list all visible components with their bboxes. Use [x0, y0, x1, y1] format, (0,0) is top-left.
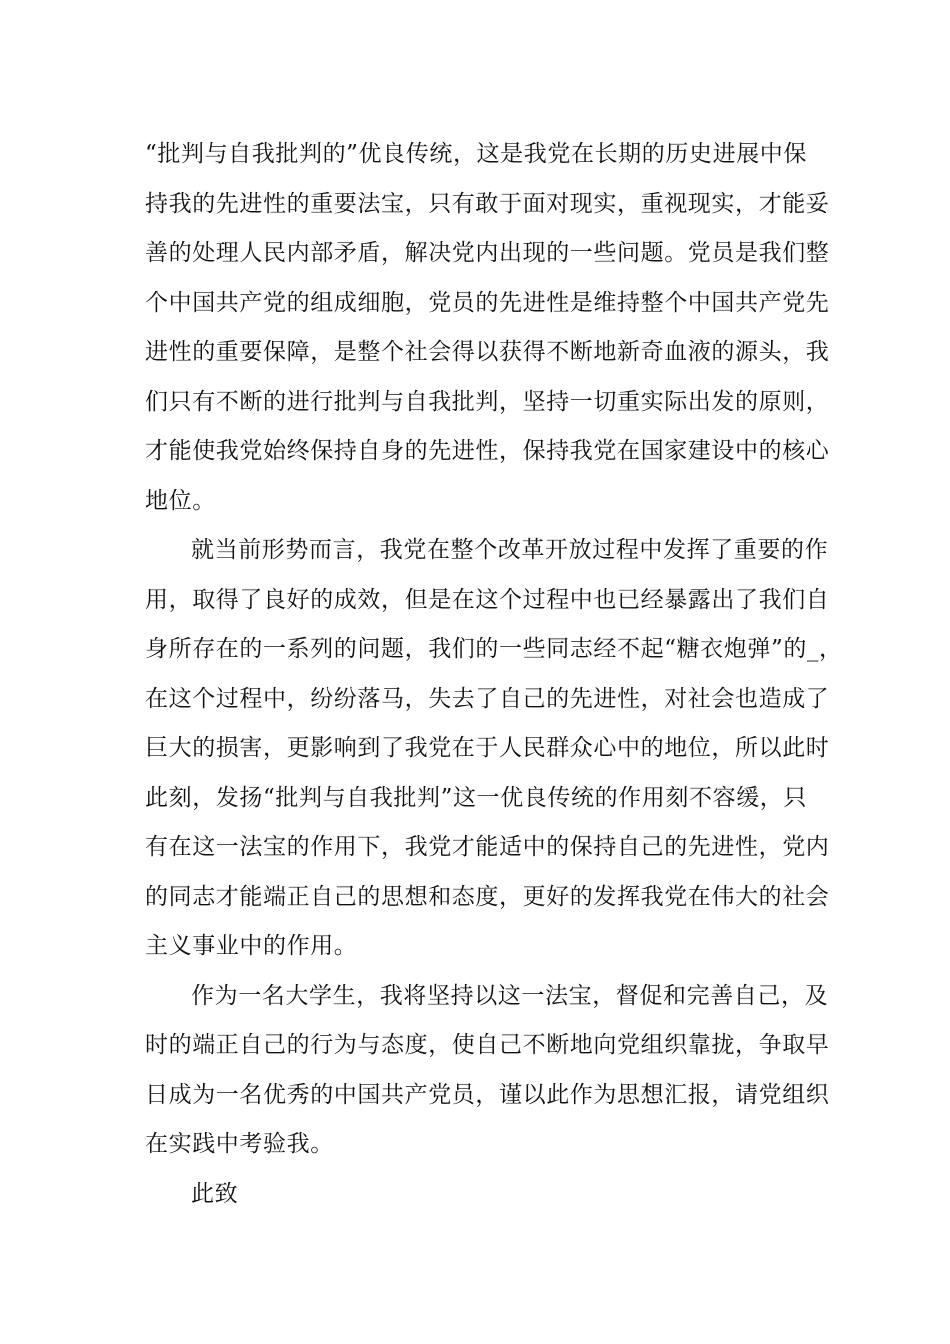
paragraph-2-line-2: 用，取得了良好的成效，但是在这个过程中也已经暴露出了我们自	[145, 586, 830, 613]
paragraph-1-line-6: 们只有不断的进行批判与自我批判，坚持一切重实际出发的原则，	[145, 388, 830, 415]
paragraph-2-line-6: 此刻，发扬“批判与自我批判”这一优良传统的作用刻不容缓，只	[145, 784, 807, 811]
paragraph-1-line-2: 持我的先进性的重要法宝，只有敢于面对现实，重视现实，才能妥	[145, 190, 830, 217]
paragraph-2-line-9: 主义事业中的作用。	[145, 933, 358, 959]
paragraph-3-line-3: 日成为一名优秀的中国共产党员，谨以此作为思想汇报，请党组织	[145, 1081, 830, 1108]
paragraph-3-line-2: 时的端正自己的行为与态度，使自己不断地向党组织靠拢，争取早	[145, 1032, 830, 1058]
paragraph-2-line-4: 在这个过程中，纷纷落马，失去了自己的先进性，对社会也造成了	[145, 685, 830, 712]
paragraph-1-line-3: 善的处理人民内部矛盾，解决党内出现的一些问题。党员是我们整	[145, 240, 830, 266]
paragraph-2-line-8: 的同志才能端正自己的思想和态度，更好的发挥我党在伟大的社会	[145, 883, 830, 910]
paragraph-2-line-1: 就当前形势而言，我党在整个改革开放过程中发挥了重要的作	[191, 537, 829, 563]
paragraph-3-line-4: 在实践中考验我。	[145, 1131, 334, 1157]
paragraph-1-line-5: 进性的重要保障，是整个社会得以获得不断地新奇血液的源头，我	[145, 339, 830, 365]
paragraph-2-line-3: 身所存在的一系列的问题，我们的一些同志经不起“糖衣炮弹”的_，	[145, 636, 843, 662]
paragraph-2-line-5: 巨大的损害，更影响到了我党在于人民群众心中的地位，所以此时	[145, 735, 830, 761]
paragraph-1-line-1: “批判与自我批判的”优良传统，这是我党在长期的历史进展中保	[145, 141, 807, 167]
paragraph-1-line-8: 地位。	[145, 487, 216, 514]
paragraph-1-line-4: 个中国共产党的组成细胞，党员的先进性是维持整个中国共产党先	[145, 289, 830, 316]
paragraph-3-line-1: 作为一名大学生，我将坚持以这一法宝，督促和完善自己，及	[191, 982, 829, 1009]
paragraph-1-line-7: 才能使我党始终保持自身的先进性，保持我党在国家建设中的核心	[145, 438, 830, 464]
closing-salutation: 此致	[191, 1180, 239, 1207]
document-body	[145, 130, 843, 1219]
paragraph-2-line-7: 有在这一法宝的作用下，我党才能适中的保持自己的先进性，党内	[145, 834, 830, 860]
